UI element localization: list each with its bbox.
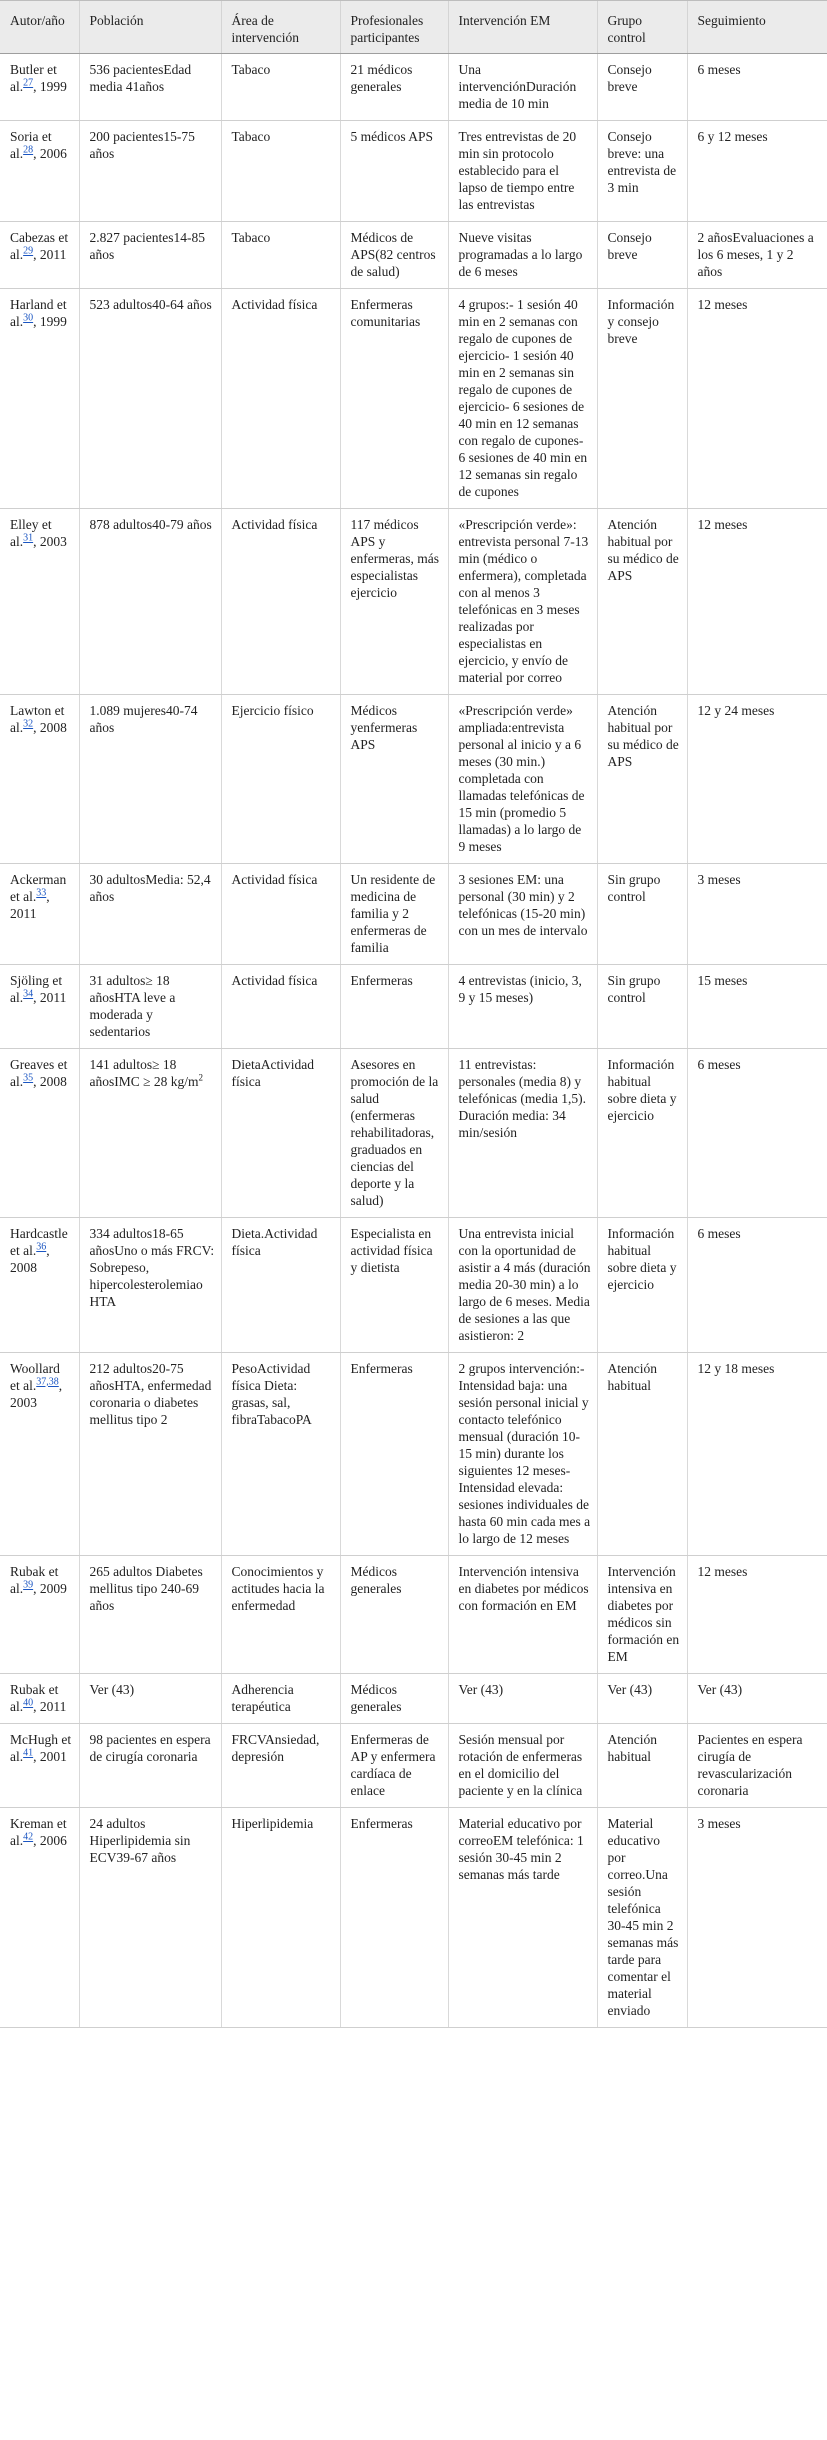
table-row: [0, 54, 827, 121]
reference-link[interactable]: 30: [23, 312, 34, 324]
cell-author: Woollard et al.$^{37,38}$, 2003: [0, 1353, 79, 1556]
cell-author: Lawton et al.$^{32}$, 2008: [0, 695, 79, 864]
cell-author: Greaves et al.$^{35}$, 2008: [0, 1049, 79, 1218]
header-intervention: Intervención EM: [448, 1, 597, 54]
cell-area: DietaActividad física: [221, 1049, 340, 1218]
cell-author: Kreman et al.$^{42}$, 2006: [0, 1808, 79, 2028]
cell-control: Consejo breve: una entrevista de 3 min: [597, 121, 687, 222]
cell-population: 265 adultos Diabetes mellitus tipo 240-69 años: [79, 1556, 221, 1674]
table-row: [0, 1724, 827, 1808]
cell-author: Rubak et al.$^{39}$, 2009: [0, 1556, 79, 1674]
reference-link[interactable]: 31: [23, 532, 34, 544]
reference-link[interactable]: 29: [23, 245, 34, 257]
cell-area: Actividad física: [221, 289, 340, 509]
table-row: [0, 1808, 827, 2028]
cell-author: Elley et al.$^{31}$, 2003: [0, 509, 79, 695]
cell-professionals: Enfermeras: [340, 965, 448, 1049]
cell-followup: 2 añosEvaluaciones a los 6 meses, 1 y 2 años: [687, 222, 827, 289]
table-row: [0, 1218, 827, 1353]
cell-intervention: 4 entrevistas (inicio, 3, 9 y 15 meses): [448, 965, 597, 1049]
cell-population: 200 pacientes15-75 años: [79, 121, 221, 222]
cell-control: Sin grupo control: [597, 864, 687, 965]
cell-intervention: Ver (43): [448, 1674, 597, 1724]
cell-control: Ver (43): [597, 1674, 687, 1724]
cell-author: Soria et al.$^{28}$, 2006: [0, 121, 79, 222]
cell-followup: 12 meses: [687, 1556, 827, 1674]
table-row: [0, 289, 827, 509]
cell-population: 31 adultos≥ 18 añosHTA leve a moderada y sedentarios: [79, 965, 221, 1049]
cell-professionals: Enfermeras: [340, 1353, 448, 1556]
cell-followup: 3 meses: [687, 1808, 827, 2028]
cell-control: Material educativo por correo.Una sesión telefónica 30-45 min 2 semanas más tarde para comentar el material enviado: [597, 1808, 687, 2028]
reference-link[interactable]: 37,38: [36, 1376, 59, 1388]
cell-intervention: Material educativo por correoEM telefónica: 1 sesión 30-45 min 2 semanas más tarde: [448, 1808, 597, 2028]
reference-link[interactable]: 41: [23, 1747, 34, 1759]
cell-population: 1.089 mujeres40-74 años: [79, 695, 221, 864]
cell-area: Tabaco: [221, 54, 340, 121]
cell-professionals: Médicos de APS(82 centros de salud): [340, 222, 448, 289]
header-control: Grupo control: [597, 1, 687, 54]
cell-population: 24 adultos Hiperlipidemia sin ECV39-67 años: [79, 1808, 221, 2028]
cell-intervention: «Prescripción verde» ampliada:entrevista personal al inicio y a 6 meses (30 min.) completada con llamadas telefónicas de 15 min (promedio 5 llamadas) a lo largo de 9 meses: [448, 695, 597, 864]
reference-link[interactable]: 32: [23, 718, 34, 730]
cell-followup: 6 meses: [687, 54, 827, 121]
cell-followup: 12 meses: [687, 289, 827, 509]
cell-intervention: Sesión mensual por rotación de enfermeras en el domicilio del paciente y en la clínica: [448, 1724, 597, 1808]
cell-intervention: Tres entrevistas de 20 min sin protocolo establecido para el lapso de tiempo entre las entrevistas: [448, 121, 597, 222]
cell-area: Adherencia terapéutica: [221, 1674, 340, 1724]
cell-area: Actividad física: [221, 864, 340, 965]
cell-professionals: Médicos generales: [340, 1674, 448, 1724]
cell-control: Consejo breve: [597, 222, 687, 289]
cell-professionals: Asesores en promoción de la salud (enfermeras rehabilitadoras, graduados en ciencias del deporte y la salud): [340, 1049, 448, 1218]
cell-intervention: «Prescripción verde»: entrevista personal 7-13 min (médico o enfermera), completada con al menos 3 telefónicas en 3 meses realizadas por especialistas en ejercicio, y envío de material por correo: [448, 509, 597, 695]
cell-area: FRCVAnsiedad, depresión: [221, 1724, 340, 1808]
cell-control: Atención habitual: [597, 1353, 687, 1556]
cell-followup: 12 meses: [687, 509, 827, 695]
cell-control: Información habitual sobre dieta y ejercicio: [597, 1049, 687, 1218]
reference-link[interactable]: 42: [23, 1831, 34, 1843]
cell-professionals: Médicos yenfermeras APS: [340, 695, 448, 864]
cell-population: 536 pacientesEdad media 41años: [79, 54, 221, 121]
cell-area: Dieta.Actividad física: [221, 1218, 340, 1353]
cell-professionals: 5 médicos APS: [340, 121, 448, 222]
cell-control: Atención habitual: [597, 1724, 687, 1808]
cell-intervention: Nueve visitas programadas a lo largo de 6 meses: [448, 222, 597, 289]
cell-intervention: 4 grupos:- 1 sesión 40 min en 2 semanas con regalo de cupones de ejercicio- 1 sesión 40 min en 2 semanas sin regalo de cupones de ejercicio- 6 sesiones de 40 min en 12 semanas con regalo de cupones- 6 sesiones de 40 min en 12 semanas sin regalo de cupones: [448, 289, 597, 509]
cell-area: PesoActividad física Dieta: grasas, sal, fibraTabacoPA: [221, 1353, 340, 1556]
table-row: [0, 695, 827, 864]
cell-followup: 6 y 12 meses: [687, 121, 827, 222]
cell-professionals: Enfermeras: [340, 1808, 448, 2028]
cell-professionals: Médicos generales: [340, 1556, 448, 1674]
reference-link[interactable]: 36: [36, 1241, 47, 1253]
cell-population: 212 adultos20-75 añosHTA, enfermedad coronaria o diabetes mellitus tipo 2: [79, 1353, 221, 1556]
cell-area: Tabaco: [221, 222, 340, 289]
cell-followup: 6 meses: [687, 1218, 827, 1353]
cell-population: 141 adultos≥ 18 añosIMC ≥ 28 $kg/m^2$: [79, 1049, 221, 1218]
cell-professionals: 21 médicos generales: [340, 54, 448, 121]
table-row: [0, 222, 827, 289]
cell-author: Cabezas et al.$^{29}$, 2011: [0, 222, 79, 289]
cell-area: Actividad física: [221, 509, 340, 695]
cell-followup: Ver (43): [687, 1674, 827, 1724]
cell-professionals: 117 médicos APS y enfermeras, más especialistas ejercicio: [340, 509, 448, 695]
cell-intervention: 2 grupos intervención:- Intensidad baja: una sesión personal inicial y contacto telefónico mensual (duración 10-15 min) durante los siguientes 12 meses- Intensidad elevada: sesiones individuales de hasta 60 min cada mes a lo largo de 12 meses: [448, 1353, 597, 1556]
cell-control: Información habitual sobre dieta y ejercicio: [597, 1218, 687, 1353]
cell-population: 30 adultosMedia: 52,4 años: [79, 864, 221, 965]
cell-population: Ver (43): [79, 1674, 221, 1724]
header-professionals: Profesionales participantes: [340, 1, 448, 54]
cell-followup: Pacientes en espera cirugía de revascularización coronaria: [687, 1724, 827, 1808]
reference-link[interactable]: 28: [23, 144, 34, 156]
table-row: [0, 1353, 827, 1556]
cell-professionals: Enfermeras comunitarias: [340, 289, 448, 509]
reference-link[interactable]: 33: [36, 887, 47, 899]
cell-intervention: 11 entrevistas: personales (media 8) y telefónicas (media 1,5). Duración media: 34 min/sesión: [448, 1049, 597, 1218]
cell-professionals: Un residente de medicina de familia y 2 enfermeras de familia: [340, 864, 448, 965]
cell-area: Actividad física: [221, 965, 340, 1049]
table-row: [0, 1674, 827, 1724]
header-author: Autor/año: [0, 1, 79, 54]
table-row: [0, 965, 827, 1049]
cell-area: Hiperlipidemia: [221, 1808, 340, 2028]
reference-link[interactable]: 40: [23, 1697, 34, 1709]
cell-population: 878 adultos40-79 años: [79, 509, 221, 695]
cell-area: Tabaco: [221, 121, 340, 222]
reference-link[interactable]: 27: [23, 77, 34, 89]
cell-control: Consejo breve: [597, 54, 687, 121]
reference-link[interactable]: 34: [23, 988, 34, 1000]
header-population: Población: [79, 1, 221, 54]
cell-population: 98 pacientes en espera de cirugía coronaria: [79, 1724, 221, 1808]
cell-area: Ejercicio físico: [221, 695, 340, 864]
cell-population: 334 adultos18-65 añosUno o más FRCV: Sobrepeso, hipercolesterolemiao HTA: [79, 1218, 221, 1353]
table-row: [0, 121, 827, 222]
cell-intervention: 3 sesiones EM: una personal (30 min) y 2 telefónicas (15-20 min) con un mes de intervalo: [448, 864, 597, 965]
cell-author: Ackerman et al.$^{33}$, 2011: [0, 864, 79, 965]
cell-population: 2.827 pacientes14-85 años: [79, 222, 221, 289]
cell-intervention: Una entrevista inicial con la oportunidad de asistir a 4 más (duración media 20-30 min) a lo largo de 6 meses. Media de sesiones a las que asistieron: 2: [448, 1218, 597, 1353]
cell-author: McHugh et al.$^{41}$, 2001: [0, 1724, 79, 1808]
cell-control: Atención habitual por su médico de APS: [597, 509, 687, 695]
cell-author: Harland et al.$^{30}$, 1999: [0, 289, 79, 509]
cell-author: Butler et al.$^{27}$, 1999: [0, 54, 79, 121]
cell-professionals: Enfermeras de AP y enfermera cardíaca de enlace: [340, 1724, 448, 1808]
header-followup: Seguimiento: [687, 1, 827, 54]
table-row: [0, 1049, 827, 1218]
reference-link[interactable]: 39: [23, 1579, 34, 1591]
cell-area: Conocimientos y actitudes hacia la enfermedad: [221, 1556, 340, 1674]
cell-intervention: Intervención intensiva en diabetes por médicos con formación en EM: [448, 1556, 597, 1674]
cell-followup: 15 meses: [687, 965, 827, 1049]
cell-followup: 6 meses: [687, 1049, 827, 1218]
header-area: Área de intervención: [221, 1, 340, 54]
cell-author: Hardcastle et al.$^{36}$, 2008: [0, 1218, 79, 1353]
table-row: [0, 509, 827, 695]
cell-author: Rubak et al.$^{40}$, 2011: [0, 1674, 79, 1724]
cell-population: 523 adultos40-64 años: [79, 289, 221, 509]
table-row: [0, 1556, 827, 1674]
cell-control: Información y consejo breve: [597, 289, 687, 509]
cell-professionals: Especialista en actividad física y dietista: [340, 1218, 448, 1353]
cell-control: Intervención intensiva en diabetes por médicos sin formación en EM: [597, 1556, 687, 1674]
cell-author: Sjöling et al.$^{34}$, 2011: [0, 965, 79, 1049]
cell-followup: 3 meses: [687, 864, 827, 965]
cell-control: Sin grupo control: [597, 965, 687, 1049]
header-row: [0, 1, 827, 54]
cell-followup: 12 y 24 meses: [687, 695, 827, 864]
cell-followup: 12 y 18 meses: [687, 1353, 827, 1556]
cell-intervention: Una intervenciónDuración media de 10 min: [448, 54, 597, 121]
reference-link[interactable]: 35: [23, 1072, 34, 1084]
cell-control: Atención habitual por su médico de APS: [597, 695, 687, 864]
table-row: [0, 864, 827, 965]
